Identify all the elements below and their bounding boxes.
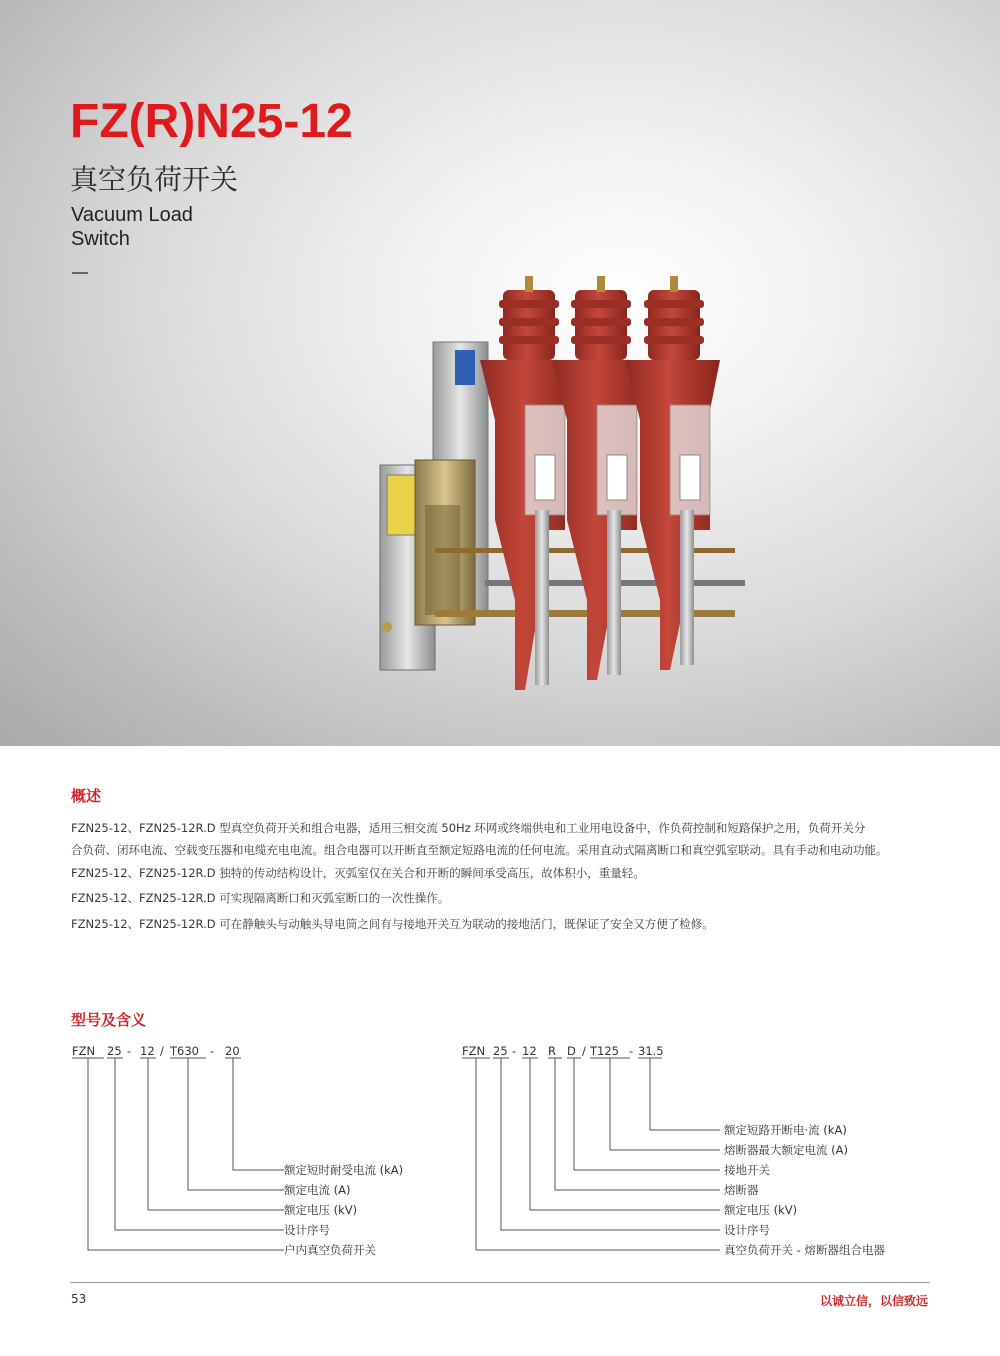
left-code-part: - <box>210 1044 215 1058</box>
left-code-part: T630 <box>170 1044 199 1058</box>
right-label: 熔断器最大额定电流 (A) <box>724 1143 848 1157</box>
overview-paragraph-2: FZN25-12、FZN25-12R.D 独特的传动结构设计，灭弧室仅在关合和开断的瞬间承受高压，故体积小，重量轻。 <box>71 866 645 880</box>
right-code-part: D <box>567 1044 576 1058</box>
overview-paragraph-3: FZN25-12、FZN25-12R.D 可实现隔离断口和灭弧室断口的一次性操作。 <box>71 891 450 905</box>
right-label: 额定短路开断电·流 (kA) <box>724 1123 847 1137</box>
left-code-part: 25 <box>107 1044 122 1058</box>
product-name-en: Vacuum Load Switch <box>71 204 193 250</box>
right-code-part: 25 <box>493 1044 508 1058</box>
right-label: 熔断器 <box>724 1183 759 1197</box>
left-code-part: 12 <box>140 1044 155 1058</box>
right-code-part: 31.5 <box>638 1044 664 1058</box>
left-label: 额定电压 (kV) <box>284 1203 358 1217</box>
right-code-part: T125 <box>590 1044 619 1058</box>
model-code-diagram <box>60 1036 960 1266</box>
overview-paragraph-4: FZN25-12、FZN25-12R.D 可在静触头与动触头导电筒之间有与接地开关互为联动的接地活门，既保证了安全又方便了检修。 <box>71 917 714 931</box>
page-number: 53 <box>71 1292 87 1306</box>
left-label: 额定电流 (A) <box>284 1183 351 1197</box>
title-divider <box>72 272 88 274</box>
footer-slogan: 以诚立信，以信致远 <box>819 1294 928 1308</box>
overview-title: 概述 <box>71 787 102 805</box>
left-label: 设计序号 <box>284 1223 330 1237</box>
left-code-part: FZN <box>72 1044 96 1058</box>
right-label: 真空负荷开关 - 熔断器组合电器 <box>724 1243 885 1257</box>
left-label: 额定短时耐受电流 (kA) <box>284 1163 404 1177</box>
left-code-part: 20 <box>225 1044 240 1058</box>
model-meaning-title: 型号及含义 <box>71 1011 147 1029</box>
overview-paragraph-1: FZN25-12、FZN25-12R.D 型真空负荷开关和组合电器，适用三相交流 50Hz 环网或终端供电和工业用电设备中，作负荷控制和短路保护之用，负荷开关分 合负荷、闭环电流、空载变压器和电缆充电电流。组合电器可以开断直至额定短路电流的任何电流。采用直动式隔离断口和真空弧室联动。具有手动和电动功能。 <box>71 821 888 857</box>
right-code-part: - <box>629 1044 634 1058</box>
left-code-part: / <box>160 1044 164 1058</box>
right-code-part: 12 <box>522 1044 537 1058</box>
product-name-cn: 真空负荷开关 <box>70 163 239 196</box>
right-label: 设计序号 <box>724 1223 770 1237</box>
left-label: 户内真空负荷开关 <box>284 1243 376 1257</box>
right-code-part: / <box>582 1044 586 1058</box>
product-photo <box>375 270 760 695</box>
right-code-part: - <box>512 1044 517 1058</box>
right-label: 接地开关 <box>724 1163 770 1177</box>
product-model-title: FZ(R)N25-12 <box>70 95 353 148</box>
left-code-part: - <box>127 1044 132 1058</box>
right-code-part: FZN <box>462 1044 486 1058</box>
right-label: 额定电压 (kV) <box>724 1203 798 1217</box>
footer-divider <box>70 1282 930 1283</box>
right-code-part: R <box>548 1044 556 1058</box>
